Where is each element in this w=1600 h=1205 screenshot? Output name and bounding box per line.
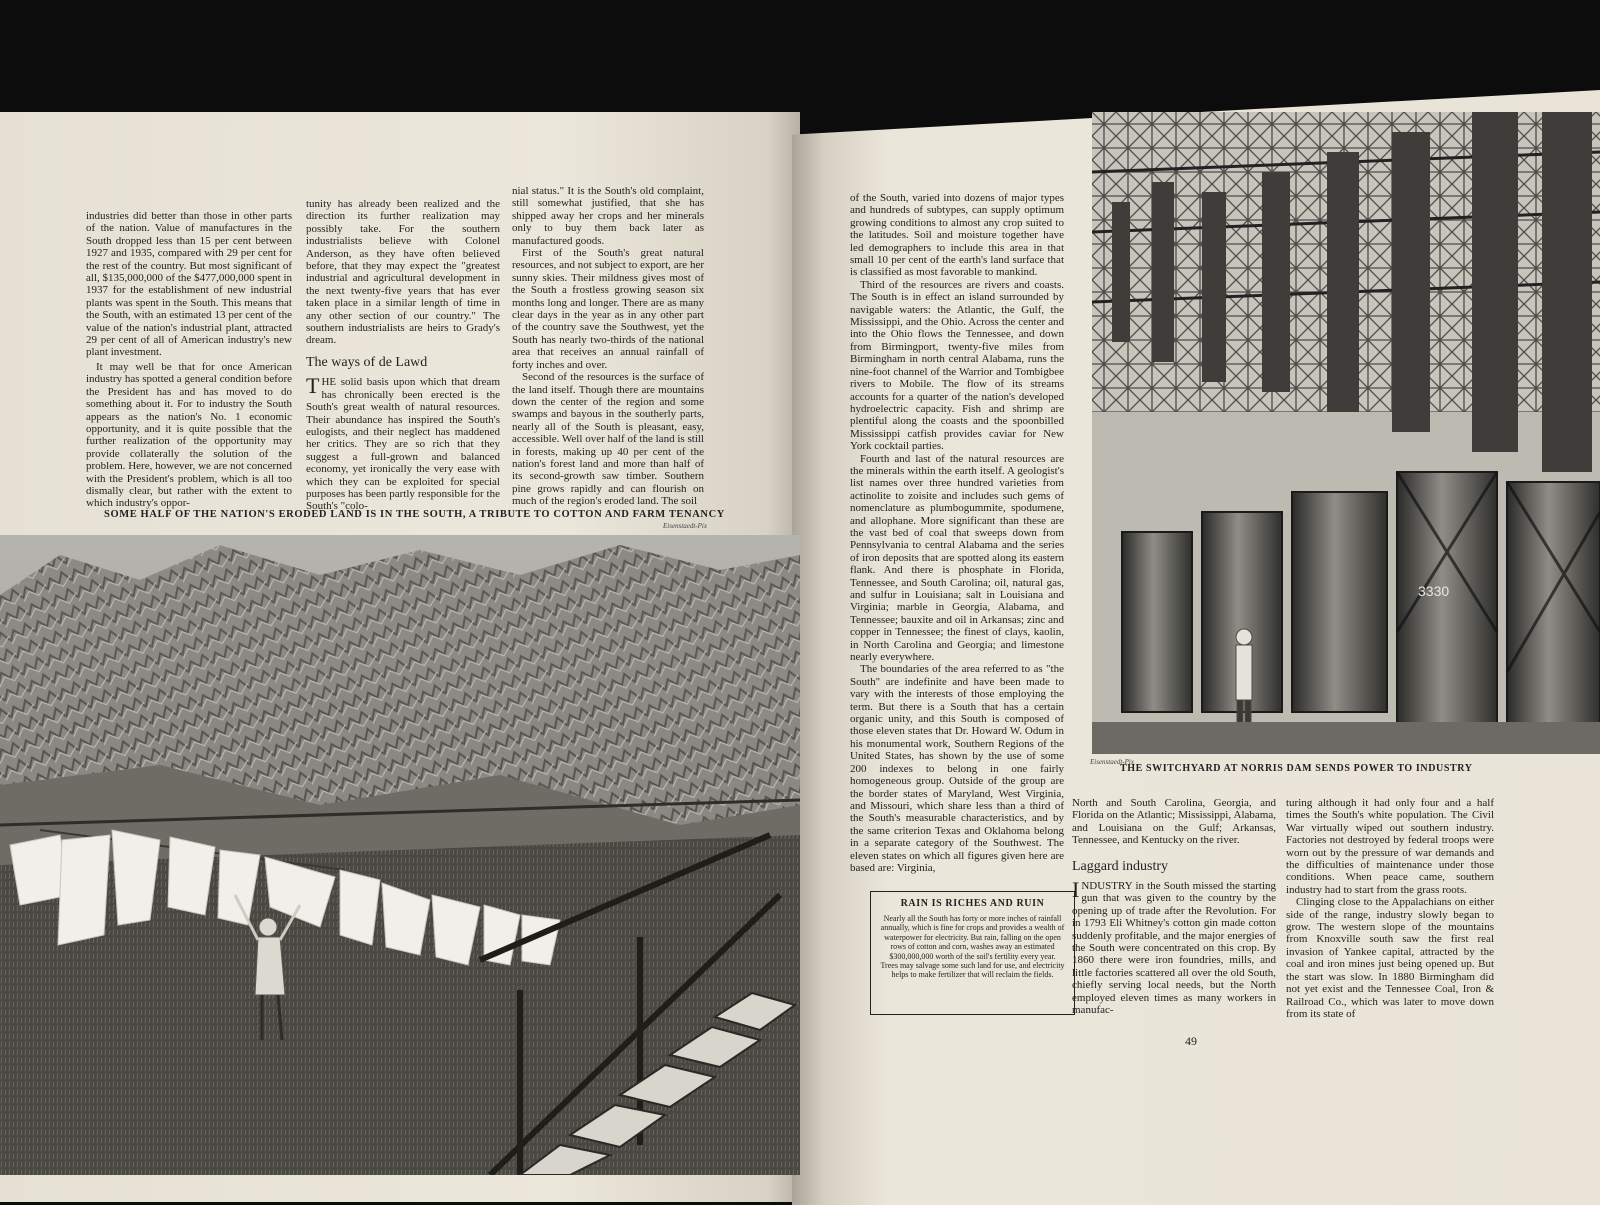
- drop-cap: T: [306, 373, 320, 399]
- page-number: 49: [1185, 1034, 1197, 1048]
- paragraph: The boundaries of the area referred to as "the South" are indefinite and have been made to vary with the interests of those employing the term. But there is a South that has a certain organic unity, and this South is composed of those eleven states that Dr. Howard W. Odum in his monumental work, Southern Regions of the United States, has shown by the use of some 200 indexes to belong in one fairly homogeneous group. Outside of the group are the border states of Maryland, West Virginia, and Missouri, which share less than a third of the South's measurable characteristics, and by the same criterion Texas and Oklahoma belong in a separate category of the Southwest. The eleven states on which all figures given here are based are: Virginia,: [850, 663, 1064, 874]
- sidebar-body: Nearly all the South has forty or more inches of rainfall annually, which is fine for crops and provides a wealth of waterpower for electricity. But rain, falling on the open rows of cotton and corn, washes away an estimated $300,000,000 worth of the soil's fertility every year. Trees may salvage some such land for use, and electricity helps to make fertilizer that will reclaim the fields.: [880, 914, 1065, 980]
- switchyard-photo: [1092, 112, 1600, 754]
- paragraph: Third of the resources are rivers and coasts. The South is in effect an island surrounded by navigable waters: the Atlantic, the Gulf, the Mississippi, and the Ohio. Across the center and into the Ohio flows the Tennessee, and down from Birmingport, twenty-five miles from Birmingham in north central Alabama, runs the nine-foot channel of the Warrior and Tombigbee rivers to Mobile. The flow of its streams accounts for a quarter of the nation's developed hydroelectric capacity. Fish and shrimp are plentiful along the coasts and the spoonbilled Mississippi catfish provides caviar for New York cocktail parties.: [850, 278, 1064, 453]
- paragraph: Clinging close to the Appalachians on either side of the range, industry slowly began to grow. The western slope of the mountains from Knoxville south saw the first real invasion of Yankee capital, attracted by the coal and iron mines just being opened up. But the start was slow. In 1880 Birmingham did not yet exist and the Tennessee Coal, Iron & Railroad Co., which was later to move down from its state of: [1286, 896, 1494, 1020]
- switchyard-illustration: [1092, 112, 1600, 754]
- paragraph: North and South Carolina, Georgia, and Florida on the Atlantic; Mississippi, Alabama, and Louisiana on the Gulf; Arkansas, Tennessee, and Kentucky on the river.: [1072, 797, 1276, 847]
- paragraph: nial status." It is the South's old complaint, still somewhat justified, that she has shipped away her crops and her minerals only to buy them back later as manufactured goods.: [512, 185, 704, 247]
- paragraph: of the South, varied into dozens of major types and hundreds of subtypes, can supply optimum growing conditions to almost any crop suited to the latitudes. Soil and moisture together have led demographers to include this area in that small 10 per cent of the earth's land surface that is classified as most favorable to mankind.: [850, 192, 1064, 279]
- paragraph: It may well be that for once American industry has spotted a general condition before the President has and has moved to do something about it. For to industry the South appears as the nation's No. 1 economic opportunity, and it is quite possible that the further realization of the opportunity may provide collaterally the solution of the problem. Here, however, we are not concerned with the President's problem, which is all too dismally clear, but rather with the extent to which industry's oppor-: [86, 360, 292, 510]
- photo-credit: Eisenstaedt-Pix: [663, 522, 707, 530]
- drop-cap: I: [1072, 877, 1080, 903]
- left-column-1: [86, 210, 292, 510]
- photo-credit: Eisenstaedt-Pix: [1090, 758, 1134, 766]
- left-column-2: [306, 198, 500, 513]
- paragraph: Fourth and last of the natural resources are the minerals within the earth itself. A geologist's list names over three hundred varieties from actinolite to zoisite and includes such gems of nomenclature as plumbogummite, spodumene, and allophane. More significant than these are the vast bed of coal that sweeps down from Pennsylvania to central Alabama and the series of iron deposits that are spotted along its eastern flank. And there is phosphate in Florida, Tennessee, and South Carolina; oil, natural gas, and sulfur in Louisiana; salt in Louisiana and Virginia; marble in Georgia, Alabama, and Tennessee; bauxite and oil in Arkansas; zinc and copper in Tennessee; the finest of clays, kaolin, in North Carolina and Georgia; and limestone nearly everywhere.: [850, 452, 1064, 664]
- paragraph: HE solid basis upon which that dream has chronically been erected is the South's great wealth of natural resources. Their abundance has inspired the South's eulogists, and their neglect has maddened her critics. They are so rich that they suggest a full-grown and balanced economy, yet ironically the very ease with which they can be exploited for special purposes has been partly responsible for the South's "colo-: [306, 376, 500, 513]
- photo-caption: SOME HALF OF THE NATION'S ERODED LAND IS IN THE SOUTH, A TRIBUTE TO COTTON AND FARM TENANCY: [104, 509, 725, 520]
- subheading: The ways of de Lawd: [306, 354, 428, 370]
- sidebar-box: [870, 891, 1075, 1015]
- eroded-land-photo: [0, 535, 800, 1175]
- right-column-1: [850, 192, 1064, 874]
- right-column-2: [1072, 797, 1276, 1017]
- paragraph: tunity has already been realized and the direction its further realization may possibly take. For the southern industrialists believe with Colonel Anderson, as they have often believed before, that they may expect the "greatest industrial and agricultural development in the next twenty-five years that has ever taken place in a similar length of time in any other section of our country." The southern industrialists are heirs to Grady's dream.: [306, 198, 500, 347]
- right-column-3: [1286, 797, 1494, 1020]
- paragraph: First of the South's great natural resources, and not subject to export, are her sunny skies. Their mildness gives most of the South a frostless growing season six months long and longer. There are as many clear days in the year as in any other part of the country save the Southwest, yet the South has nearly two-thirds of the national area that receives an annual rainfall of forty inches and over.: [512, 247, 704, 371]
- paragraph: turing although it had only four and a half times the South's white population. The Civil War virtually wiped out southern industry. Factories not destroyed by federal troops were worn out by the pressure of war demands and the difficulties of maintenance under those conditions. When peace came, southern industry had to start from the grass roots.: [1286, 797, 1494, 896]
- paragraph: NDUSTRY in the South missed the starting gun that was given to the country by the opening up of trade after the Revolution. For in 1793 Eli Whitney's cotton gin made cotton suddenly profitable, and the major energies of the South were concentrated on this crop. By 1860 there were iron foundries, mills, and little factories scattered all over the old South, chiefly serving local needs, but the North employed eleven times as many workers in manufac-: [1072, 880, 1276, 1017]
- paragraph: Second of the resources is the surface of the land itself. Though there are mountains down the center of the region and some swamps and bayous in the southerly parts, nearly all of the South is pleasant, easy, accessible. Well over half of the land is still in forests, making up 40 per cent of the nation's forest land and more than half of its second-growth saw timber. Southern pine grows rapidly and can flourish on much of the region's eroded land. The soil: [512, 371, 704, 508]
- subheading: Laggard industry: [1072, 858, 1169, 874]
- paragraph: industries did better than those in other parts of the nation. Value of manufactures in the South dropped less than 15 per cent between 1927 and 1935, compared with 29 per cent for the rest of the country. But most significant of all, $135,000,000 of the $477,000,000 spent in 1937 for the establishment of new industrial plants was spent in the South. This means that the South, with an estimated 13 per cent of the value of the nation's industrial plant, attracted 29 per cent of all of American industry's new plant investment.: [86, 210, 292, 359]
- photo-caption: THE SWITCHYARD AT NORRIS DAM SENDS POWER TO INDUSTRY: [1120, 763, 1473, 774]
- transformer-label: 3330: [1418, 583, 1450, 599]
- sidebar-title: RAIN IS RICHES AND RUIN: [900, 898, 1045, 909]
- left-column-3: [512, 185, 704, 508]
- eroded-land-illustration: [0, 535, 800, 1175]
